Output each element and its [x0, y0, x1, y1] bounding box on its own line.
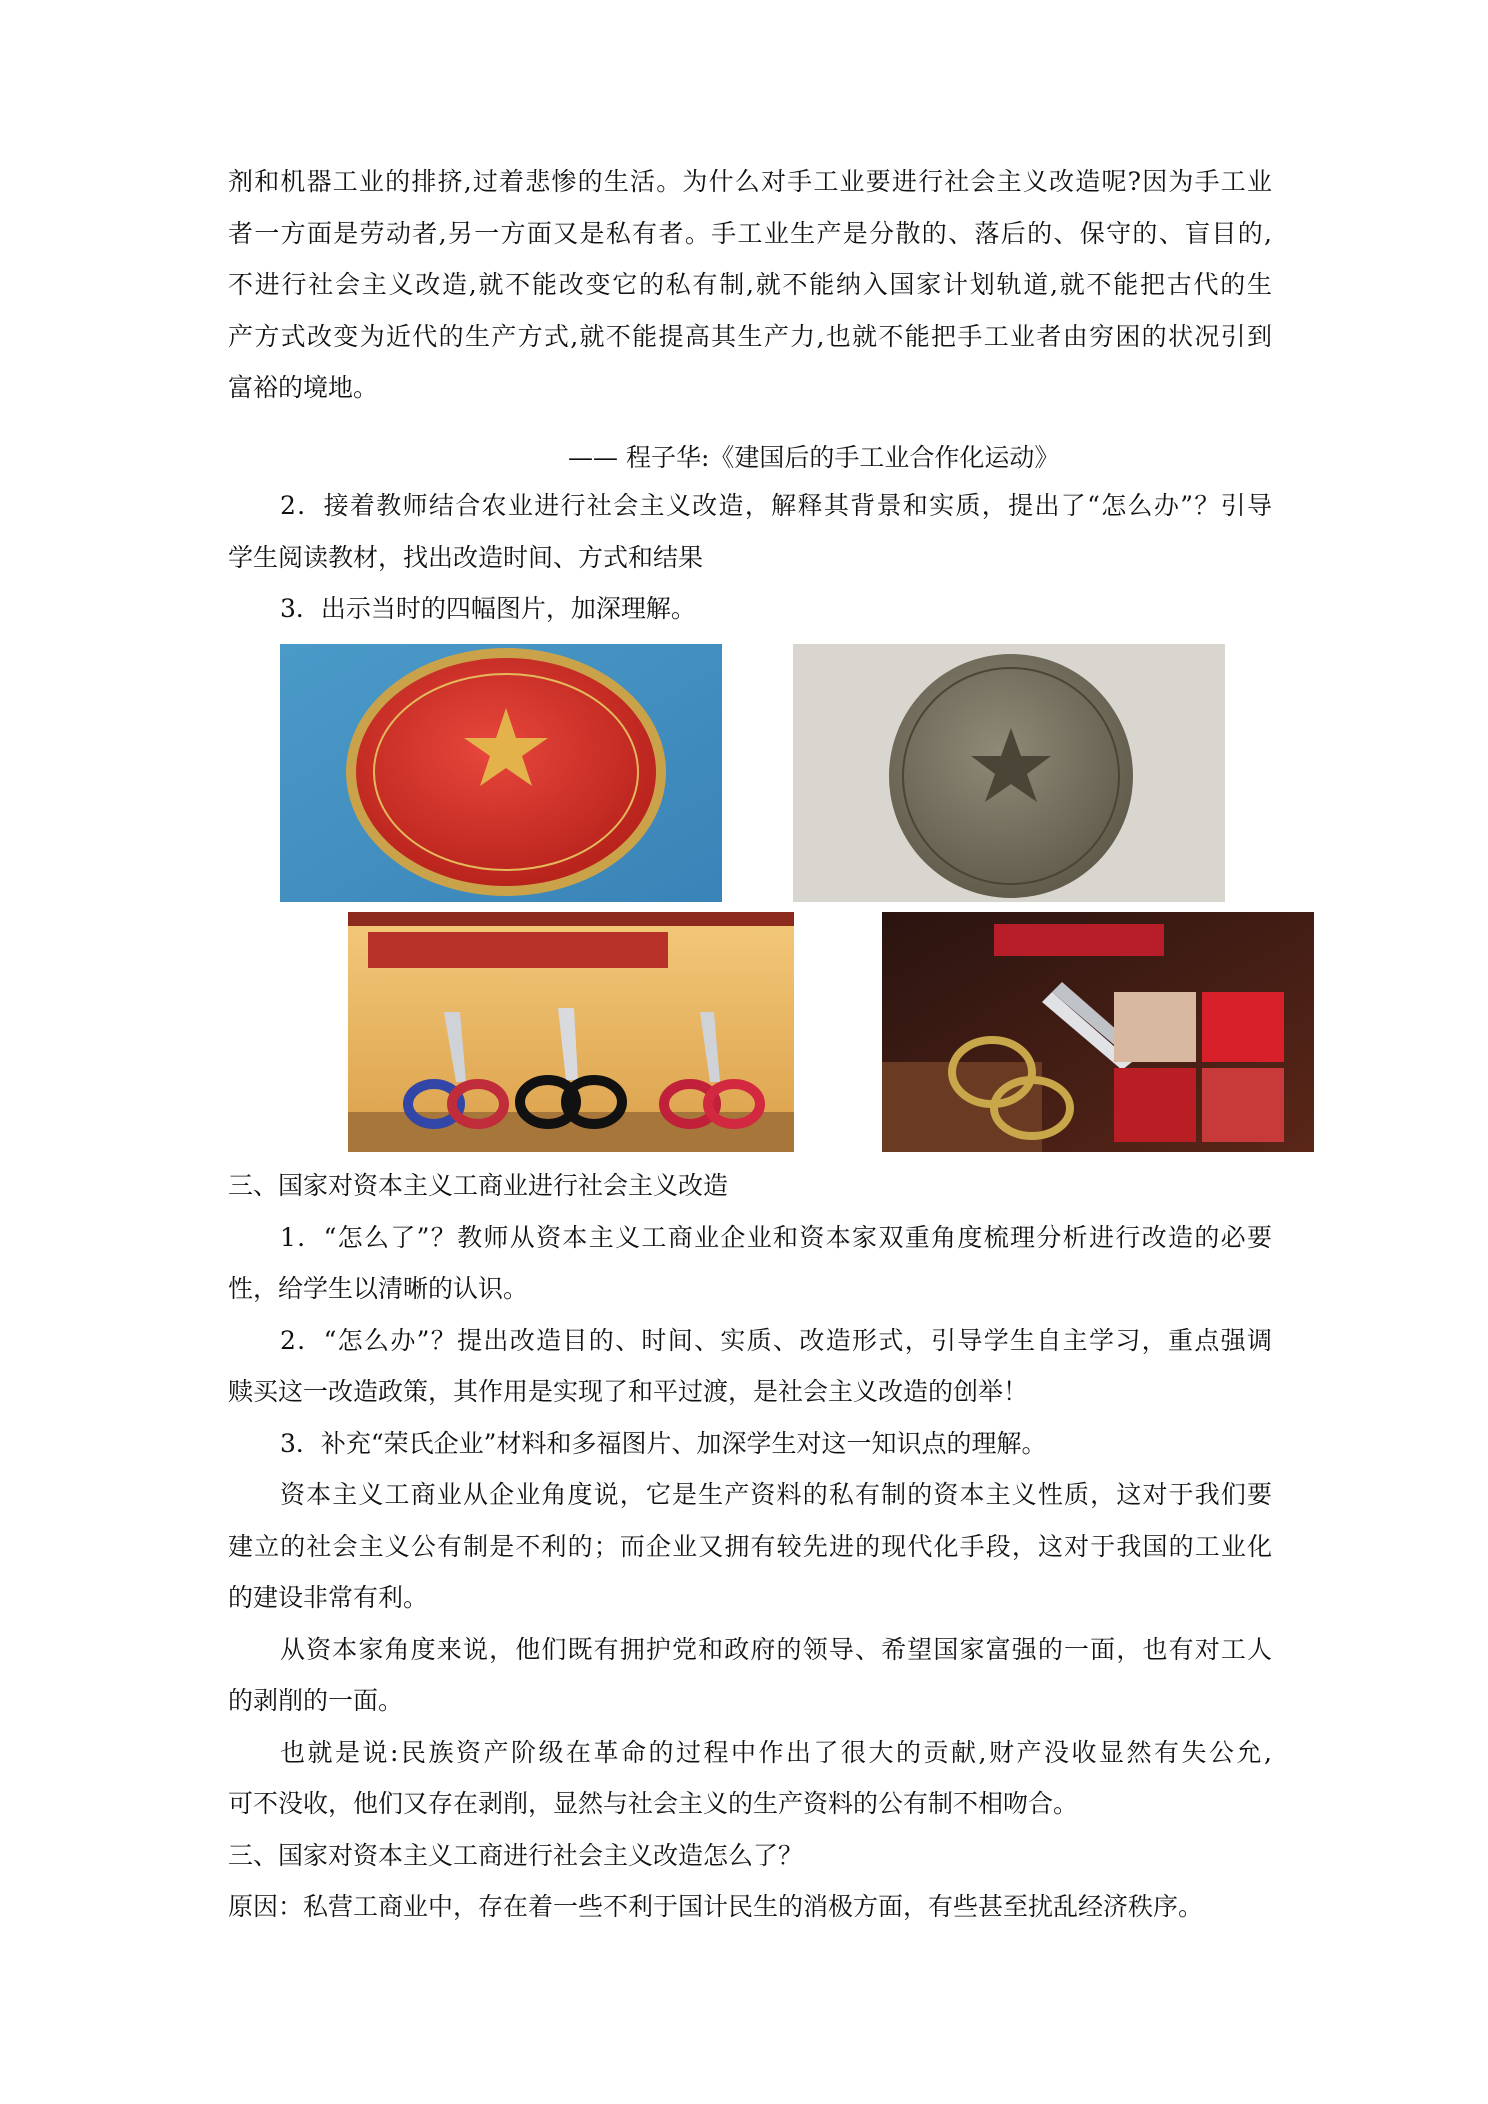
- text-line: 富裕的境地。: [228, 373, 379, 402]
- text-line: 3．出示当时的四幅图片，加深理解。: [280, 594, 696, 623]
- text-line: 也就是说:民族资产阶级在革命的过程中作出了很大的贡献,财产没收显然有失公允,: [280, 1737, 1272, 1767]
- quote-citation: —— 程子华:《建国后的手工业合作化运动》: [568, 443, 1060, 472]
- section-heading: 三、国家对资本主义工商业进行社会主义改造: [228, 1171, 729, 1200]
- text-line: 学生阅读教材，找出改造时间、方式和结果: [228, 542, 704, 572]
- text-line: 产方式改变为近代的生产方式,就不能提高其生产力,也就不能把手工业者由穷困的状况引到: [228, 321, 1272, 351]
- capitalist-reform-section: [228, 1160, 1272, 1933]
- text-line: 可不没收，他们又存在剥削，显然与社会主义的生产资料的公有制不相吻合。: [228, 1789, 1079, 1818]
- steps-paragraph: [228, 480, 1272, 635]
- text-line: 从资本家角度来说，他们既有拥护党和政府的领导、希望国家富强的一面，也有对工人: [280, 1634, 1272, 1664]
- section-heading: 三、国家对资本主义工商进行社会主义改造怎么了？: [228, 1840, 804, 1870]
- text-line: 不进行社会主义改造,就不能改变它的私有制,就不能纳入国家计划轨道,就不能把古代的生: [228, 270, 1272, 299]
- text-line: 1．“怎么了”？教师从资本主义工商业企业和资本家双重角度梳理分析进行改造的必要: [280, 1222, 1272, 1252]
- text-line: 的剥削的一面。: [228, 1686, 404, 1715]
- red-badge-photo: [280, 644, 722, 902]
- text-line: 3．补充“荣氏企业”材料和多福图片、加深学生对这一知识点的理解。: [280, 1428, 1047, 1458]
- bronze-badge-photo: [793, 644, 1225, 902]
- text-line: 赎买这一改造政策，其作用是实现了和平过渡，是社会主义改造的创举！: [228, 1377, 1029, 1406]
- zhangxiaoquan-scissors-photo: [882, 912, 1314, 1152]
- text-line: 的建设非常有利。: [228, 1583, 429, 1612]
- wangmazi-scissors-photo: [348, 912, 794, 1152]
- text-line: 原因：私营工商业中，存在着一些不利于国计民生的消极方面，有些甚至扰乱经济秩序。: [228, 1892, 1204, 1921]
- intro-paragraph: [228, 156, 1272, 414]
- text-line: 建立的社会主义公有制是不利的；而企业又拥有较先进的现代化手段，这对于我国的工业化: [228, 1531, 1272, 1561]
- text-line: 性，给学生以清晰的认识。: [228, 1274, 529, 1303]
- text-line: 2．“怎么办”？提出改造目的、时间、实质、改造形式，引导学生自主学习，重点强调: [280, 1325, 1272, 1355]
- text-line: 者一方面是劳动者,另一方面又是私有者。手工业生产是分散的、落后的、保守的、盲目的,: [228, 218, 1272, 248]
- text-line: 剂和机器工业的排挤,过着悲惨的生活。为什么对手工业要进行社会主义改造呢?因为手工业: [228, 167, 1272, 196]
- text-line: 2．接着教师结合农业进行社会主义改造，解释其背景和实质，提出了“怎么办”？引导: [280, 491, 1272, 520]
- text-line: 资本主义工商业从企业角度说，它是生产资料的私有制的资本主义性质，这对于我们要: [280, 1480, 1272, 1509]
